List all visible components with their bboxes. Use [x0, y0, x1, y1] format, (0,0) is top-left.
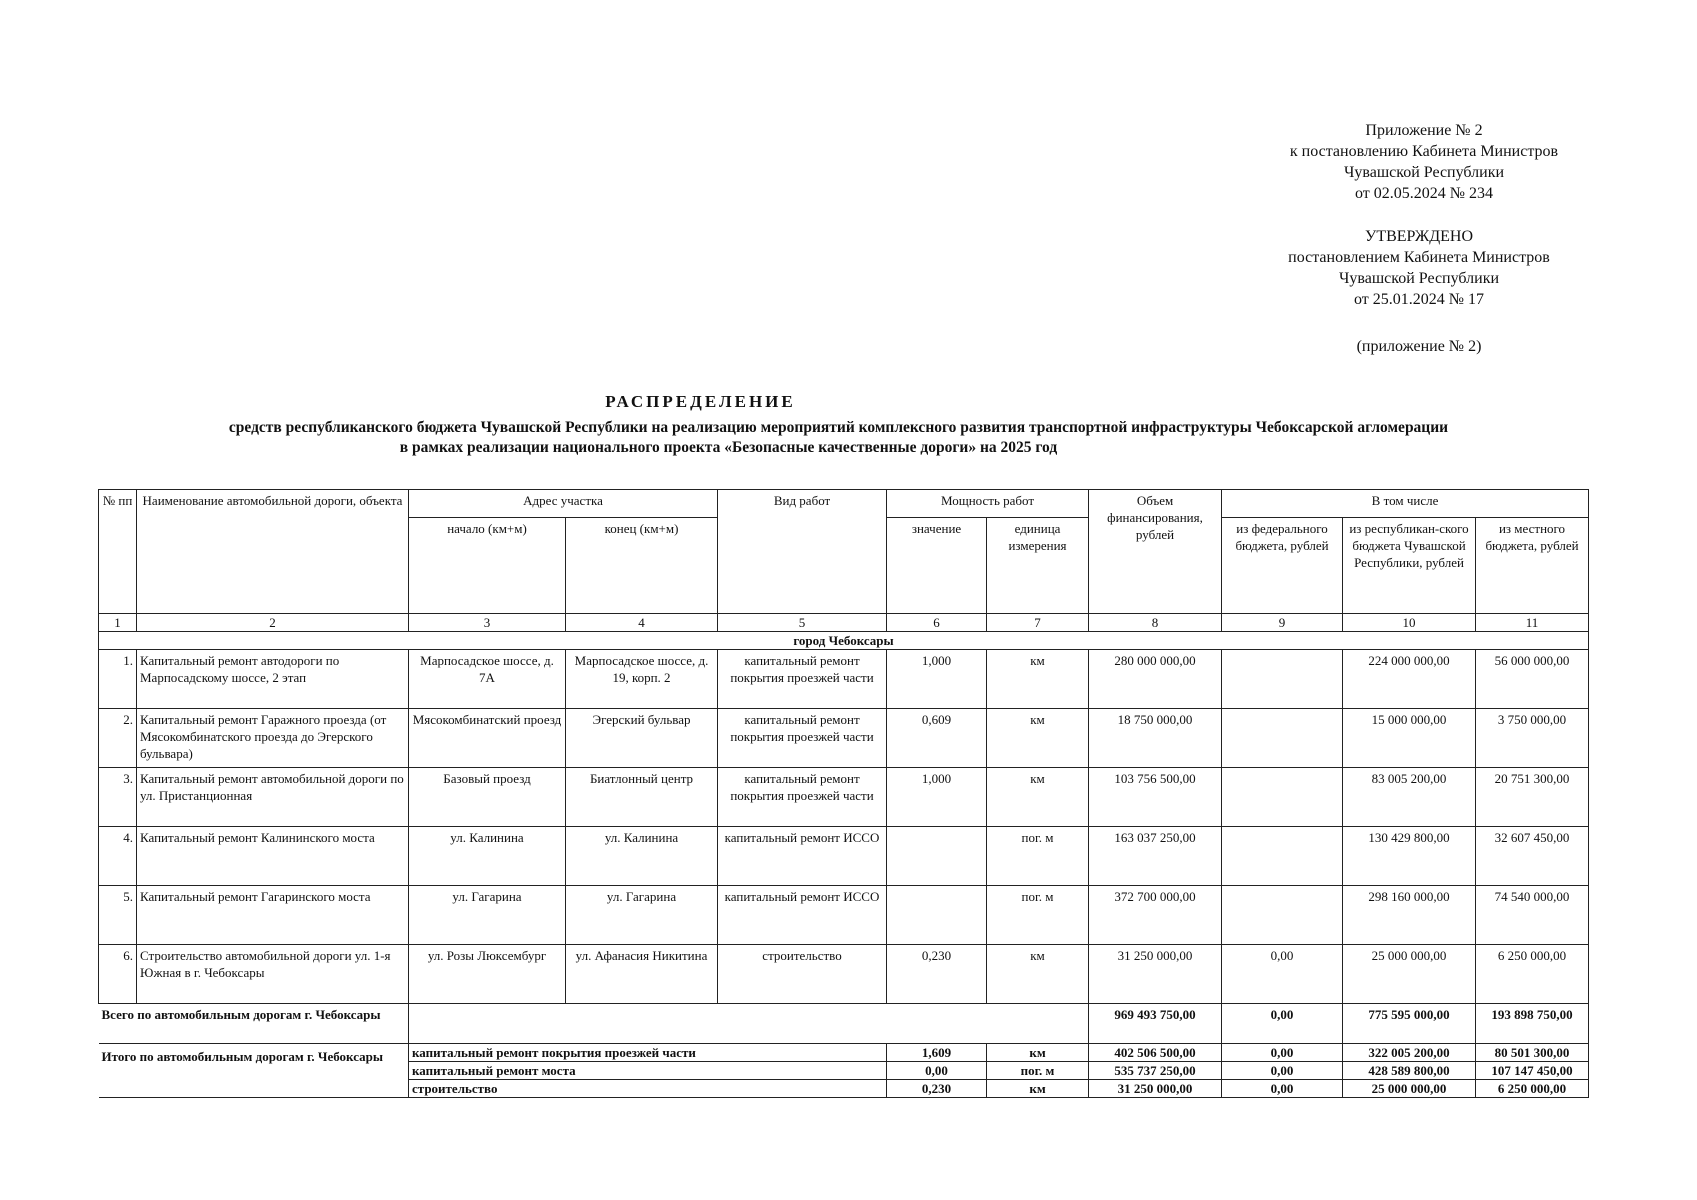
header-start: начало (км+м) — [409, 518, 566, 614]
row-federal — [1222, 768, 1343, 827]
row-name: Капитальный ремонт Гагаринского моста — [137, 886, 409, 945]
table-row — [99, 886, 1589, 945]
row-end: ул. Афанасия Никитина — [566, 945, 718, 1004]
header-volume: Объем финансирования, рублей — [1089, 490, 1222, 614]
summary-label: Итого по автомобильным дорогам г. Чебоксары — [99, 1044, 409, 1098]
col-number: 2 — [137, 614, 409, 632]
row-work: капитальный ремонт покрытия проезжей части — [718, 768, 887, 827]
summary-unit: км — [987, 1044, 1089, 1062]
row-local: 32 607 450,00 — [1476, 827, 1589, 886]
row-num: 3. — [99, 768, 137, 827]
row-republic: 83 005 200,00 — [1343, 768, 1476, 827]
row-num: 1. — [99, 650, 137, 709]
col-number: 5 — [718, 614, 887, 632]
row-volume: 31 250 000,00 — [1089, 945, 1222, 1004]
header-value: значение — [887, 518, 987, 614]
row-name: Капитальный ремонт Гаражного проезда (от Мясокомбинатского проезда до Эгерского бульвара) — [137, 709, 409, 768]
header-work: Вид работ — [718, 490, 887, 614]
summary-value: 0,230 — [887, 1080, 987, 1098]
document-subtitle-2: в рамках реализации национального проекта «Безопасные качественные дороги» на 2025 год — [399, 439, 1058, 456]
row-start: Марпосадское шоссе, д. 7А — [409, 650, 566, 709]
header-including: В том числе — [1222, 490, 1589, 518]
summary-local: 6 250 000,00 — [1476, 1080, 1589, 1098]
row-end: Эгерский бульвар — [566, 709, 718, 768]
row-value — [887, 886, 987, 945]
document-subtitle-1: средств республиканского бюджета Чувашской Республики на реализацию мероприятий комплексного развития транспортной инфраструктуры Чебоксарской агломерации — [228, 419, 1449, 436]
row-name: Капитальный ремонт Калининского моста — [137, 827, 409, 886]
summary-local: 107 147 450,00 — [1476, 1062, 1589, 1080]
approved-line: УТВЕРЖДЕНО — [1364, 228, 1473, 245]
row-name: Строительство автомобильной дороги ул. 1-я Южная в г. Чебоксары — [137, 945, 409, 1004]
summary-republic: 322 005 200,00 — [1343, 1044, 1476, 1062]
appendix-line: Приложение № 2 — [1365, 122, 1483, 139]
header-unit: единица измерения — [987, 518, 1089, 614]
summary-local: 80 501 300,00 — [1476, 1044, 1589, 1062]
row-start: ул. Калинина — [409, 827, 566, 886]
row-republic: 224 000 000,00 — [1343, 650, 1476, 709]
total-volume: 969 493 750,00 — [1089, 1004, 1222, 1044]
row-value — [887, 827, 987, 886]
table-row — [99, 768, 1589, 827]
appendix-note: (приложение № 2) — [1356, 338, 1482, 355]
summary-volume: 535 737 250,00 — [1089, 1062, 1222, 1080]
row-local: 56 000 000,00 — [1476, 650, 1589, 709]
row-volume: 18 750 000,00 — [1089, 709, 1222, 768]
col-number: 1 — [99, 614, 137, 632]
row-work: капитальный ремонт ИССО — [718, 827, 887, 886]
row-republic: 298 160 000,00 — [1343, 886, 1476, 945]
row-end: Марпосадское шоссе, д. 19, корп. 2 — [566, 650, 718, 709]
row-federal — [1222, 709, 1343, 768]
approved-header — [1274, 226, 1564, 310]
col-number: 10 — [1343, 614, 1476, 632]
summary-value: 0,00 — [887, 1062, 987, 1080]
total-empty — [409, 1004, 1089, 1044]
header-republic: из республикан-ского бюджета Чувашской Республики, рублей — [1343, 518, 1476, 614]
appendix-header — [1279, 120, 1569, 204]
row-unit: км — [987, 650, 1089, 709]
row-start: ул. Розы Люксембург — [409, 945, 566, 1004]
row-end: Биатлонный центр — [566, 768, 718, 827]
table-row — [99, 945, 1589, 1004]
row-federal — [1222, 650, 1343, 709]
row-unit: пог. м — [987, 886, 1089, 945]
table-row — [99, 709, 1589, 768]
total-republic: 775 595 000,00 — [1343, 1004, 1476, 1044]
row-republic: 130 429 800,00 — [1343, 827, 1476, 886]
row-federal — [1222, 827, 1343, 886]
header-federal: из федерального бюджета, рублей — [1222, 518, 1343, 614]
document-title: РАСПРЕДЕЛЕНИЕ — [605, 392, 796, 411]
col-number: 11 — [1476, 614, 1589, 632]
row-name: Капитальный ремонт автомобильной дороги по ул. Пристанционная — [137, 768, 409, 827]
total-local: 193 898 750,00 — [1476, 1004, 1589, 1044]
table-row — [99, 827, 1589, 886]
row-num: 4. — [99, 827, 137, 886]
row-num: 6. — [99, 945, 137, 1004]
summary-volume: 31 250 000,00 — [1089, 1080, 1222, 1098]
col-number: 3 — [409, 614, 566, 632]
row-start: Мясокомбинатский проезд — [409, 709, 566, 768]
appendix-line: к постановлению Кабинета Министров — [1289, 143, 1559, 160]
summary-work: капитальный ремонт моста — [409, 1062, 887, 1080]
row-end: ул. Калинина — [566, 827, 718, 886]
header-num: № пп — [99, 490, 137, 614]
summary-republic: 25 000 000,00 — [1343, 1080, 1476, 1098]
row-volume: 163 037 250,00 — [1089, 827, 1222, 886]
section-title: город Чебоксары — [99, 632, 1589, 650]
col-number: 6 — [887, 614, 987, 632]
row-work: капитальный ремонт покрытия проезжей части — [718, 650, 887, 709]
row-federal — [1222, 886, 1343, 945]
row-value: 0,609 — [887, 709, 987, 768]
row-local: 3 750 000,00 — [1476, 709, 1589, 768]
row-unit: км — [987, 945, 1089, 1004]
summary-work: капитальный ремонт покрытия проезжей части — [409, 1044, 887, 1062]
table-row — [99, 650, 1589, 709]
col-number: 8 — [1089, 614, 1222, 632]
summary-volume: 402 506 500,00 — [1089, 1044, 1222, 1062]
row-work: строительство — [718, 945, 887, 1004]
row-republic: 15 000 000,00 — [1343, 709, 1476, 768]
row-work: капитальный ремонт ИССО — [718, 886, 887, 945]
col-number: 4 — [566, 614, 718, 632]
summary-federal: 0,00 — [1222, 1080, 1343, 1098]
header-name: Наименование автомобильной дороги, объекта — [137, 490, 409, 614]
row-num: 2. — [99, 709, 137, 768]
summary-unit: пог. м — [987, 1062, 1089, 1080]
row-local: 20 751 300,00 — [1476, 768, 1589, 827]
col-number: 9 — [1222, 614, 1343, 632]
row-value: 1,000 — [887, 768, 987, 827]
total-federal: 0,00 — [1222, 1004, 1343, 1044]
summary-row — [99, 1044, 1589, 1062]
summary-federal: 0,00 — [1222, 1062, 1343, 1080]
row-value: 1,000 — [887, 650, 987, 709]
row-volume: 103 756 500,00 — [1089, 768, 1222, 827]
approved-line: постановлением Кабинета Министров — [1288, 249, 1550, 266]
row-unit: пог. м — [987, 827, 1089, 886]
row-federal: 0,00 — [1222, 945, 1343, 1004]
row-volume: 280 000 000,00 — [1089, 650, 1222, 709]
summary-unit: км — [987, 1080, 1089, 1098]
summary-value: 1,609 — [887, 1044, 987, 1062]
appendix-line: от 02.05.2024 № 234 — [1354, 185, 1494, 202]
total-row — [99, 1004, 1589, 1044]
row-local: 6 250 000,00 — [1476, 945, 1589, 1004]
summary-republic: 428 589 800,00 — [1343, 1062, 1476, 1080]
header-address: Адрес участка — [409, 490, 718, 518]
row-start: ул. Гагарина — [409, 886, 566, 945]
row-start: Базовый проезд — [409, 768, 566, 827]
row-num: 5. — [99, 886, 137, 945]
row-republic: 25 000 000,00 — [1343, 945, 1476, 1004]
appendix-line: Чувашской Республики — [1343, 164, 1505, 181]
row-work: капитальный ремонт покрытия проезжей части — [718, 709, 887, 768]
row-value: 0,230 — [887, 945, 987, 1004]
row-volume: 372 700 000,00 — [1089, 886, 1222, 945]
row-unit: км — [987, 768, 1089, 827]
approved-line: Чувашской Республики — [1338, 270, 1500, 287]
approved-line: от 25.01.2024 № 17 — [1353, 291, 1485, 308]
total-label: Всего по автомобильным дорогам г. Чебоксары — [99, 1004, 409, 1044]
row-unit: км — [987, 709, 1089, 768]
row-local: 74 540 000,00 — [1476, 886, 1589, 945]
row-name: Капитальный ремонт автодороги по Марпосадскому шоссе, 2 этап — [137, 650, 409, 709]
col-number: 7 — [987, 614, 1089, 632]
summary-work: строительство — [409, 1080, 887, 1098]
header-end: конец (км+м) — [566, 518, 718, 614]
header-local: из местного бюджета, рублей — [1476, 518, 1589, 614]
distribution-table — [98, 489, 1588, 1098]
header-capacity: Мощность работ — [887, 490, 1089, 518]
row-end: ул. Гагарина — [566, 886, 718, 945]
summary-federal: 0,00 — [1222, 1044, 1343, 1062]
